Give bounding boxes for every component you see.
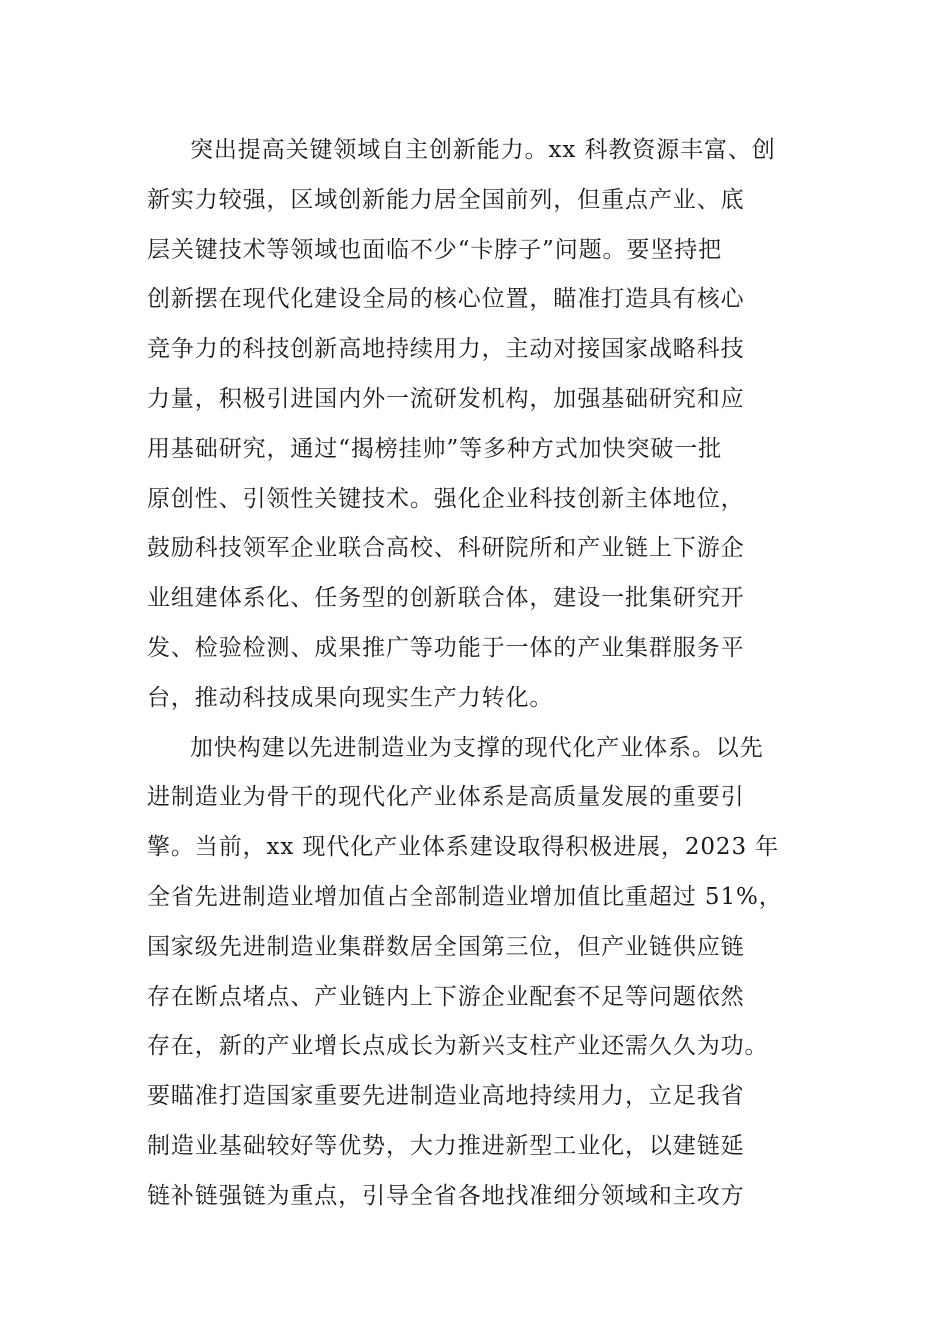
paragraph-innovation xyxy=(147,126,803,724)
text-line: 加快构建以先进制造业为支撑的现代化产业体系。以先 xyxy=(190,734,764,761)
text-line: 力量，积极引进国内外一流研发机构，加强基础研究和应 xyxy=(147,385,745,412)
document-body xyxy=(147,126,803,1222)
text-line: 发、检验检测、成果推广等功能于一体的产业集群服务平 xyxy=(147,634,745,661)
text-line: 存在，新的产业增长点成长为新兴支柱产业还需久久为功。 xyxy=(147,1033,769,1060)
text-line: 新实力较强，区域创新能力居全国前列，但重点产业、底 xyxy=(147,186,745,213)
text-line: 鼓励科技领军企业联合高校、科研院所和产业链上下游企 xyxy=(147,535,745,562)
text-line: 存在断点堵点、产业链内上下游企业配套不足等问题依然 xyxy=(147,983,745,1010)
text-line: 台，推动科技成果向现实生产力转化。 xyxy=(147,684,554,711)
text-line: 用基础研究，通过“揭榜挂帅”等多种方式加快突破一批 xyxy=(147,435,723,462)
text-line: 全省先进制造业增加值占全部制造业增加值比重超过 51%， xyxy=(147,883,783,910)
text-line: 原创性、引领性关键技术。强化企业科技创新主体地位， xyxy=(147,485,745,512)
text-line: 进制造业为骨干的现代化产业体系是高质量发展的重要引 xyxy=(147,784,745,811)
text-line: 层关键技术等领域也面临不少“卡脖子”问题。要坚持把 xyxy=(147,236,723,263)
text-line: 竞争力的科技创新高地持续用力，主动对接国家战略科技 xyxy=(147,336,745,363)
text-line: 突出提高关键领域自主创新能力。xx 科教资源丰富、创 xyxy=(190,137,776,163)
text-line: 链补链强链为重点，引导全省各地找准细分领域和主攻方 xyxy=(147,1182,745,1209)
text-line: 业组建体系化、任务型的创新联合体，建设一批集研究开 xyxy=(147,585,745,612)
text-line: 国家级先进制造业集群数居全国第三位，但产业链供应链 xyxy=(147,933,745,960)
paragraph-manufacturing xyxy=(147,724,803,1222)
text-line: 制造业基础较好等优势，大力推进新型工业化，以建链延 xyxy=(147,1132,745,1159)
text-line: 擎。当前，xx 现代化产业体系建设取得积极进展，2023 年 xyxy=(147,834,780,861)
text-line: 要瞄准打造国家重要先进制造业高地持续用力，立足我省 xyxy=(147,1083,745,1110)
text-line: 创新摆在现代化建设全局的核心位置，瞄准打造具有核心 xyxy=(147,286,745,313)
